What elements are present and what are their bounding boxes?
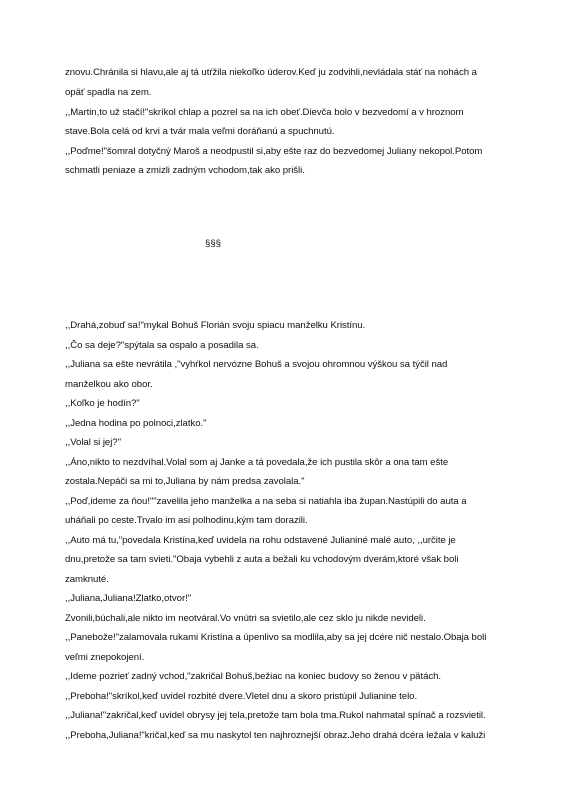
text-line: ,,Áno,nikto to nezdvíhal.Volal som aj Janke a tá povedala,že ich pustila skôr a ona tam ešte	[65, 457, 449, 468]
text-line: ,,Juliana sa ešte nevrátila ,"vyhŕkol nervózne Bohuš a svojou ohromnou výškou sa týčil nad	[65, 359, 448, 370]
text-line: ,,Drahá,zobuď sa!"mykal Bohuš Florián svoju spiacu manželku Kristínu.	[65, 320, 366, 331]
text-line: manželkou ako obor.	[65, 379, 153, 390]
text-line: opäť spadla na zem.	[65, 87, 152, 98]
text-line: ,,Koľko je hodín?"	[65, 398, 140, 409]
text-line: ,,Auto má tu,"povedala Kristína,keď uvidela na rohu odstavené Julianiné malé auto, ,,určite je	[65, 535, 456, 546]
text-line: schmatli peniaze a zmizli zadným vchodom,tak ako prišli.	[65, 165, 305, 176]
text-line: ,,Volal si jej?"	[65, 437, 121, 448]
section-separator: §§§	[205, 238, 222, 249]
text-line: ,,Poď,ideme za ňou!""zavelila jeho manželka a na seba si natiahla iba župan.Nastúpili do auta a	[65, 496, 467, 507]
text-line: uháňali po ceste.Trvalo im asi polhodinu,kým tam dorazili.	[65, 515, 308, 526]
text-line: ,,Juliana,Juliana!Zlatko,otvor!"	[65, 593, 192, 604]
text-line: ,,Čo sa deje?"spýtala sa ospalo a posadila sa.	[65, 340, 259, 351]
text-line: ,,Jedna hodina po polnoci,zlatko."	[65, 418, 207, 429]
text-line: ,,Poďme!"šomral dotyčný Maroš a neodpustil si,aby ešte raz do bezvedomej Juliany nekopol.Potom	[65, 146, 483, 157]
text-line: ,,Juliana!"zakričal,keď uvidel obrysy jej tela,pretože tam bola tma.Rukol nahmatal spínač a rozsvietil.	[65, 710, 486, 721]
text-line: ,,Preboha!"skríkol,keď uvidel rozbité dvere.Vletel dnu a skoro pristúpil Julianine telo.	[65, 691, 418, 702]
text-line: zamknuté.	[65, 574, 109, 585]
text-line: ,,Preboha,Juliana!"kričal,keď sa mu naskytol ten najhroznejší obraz.Jeho drahá dcéra ležala v kaluži	[65, 730, 486, 741]
text-line: znovu.Chránila si hlavu,ale aj tá utŕžila niekoľko úderov.Keď ju zodvihli,nevládala stáť na nohách a	[65, 67, 477, 78]
text-line: Zvonili,búchali,ale nikto im neotváral.Vo vnútri sa svietilo,ale cez sklo ju nikde nevideli.	[65, 613, 426, 624]
text-line: stave.Bola celá od krvi a tvár mala veľmi doráňanú a spuchnutú.	[65, 126, 335, 137]
text-line: ,,Martin,to už stačí!"skríkol chlap a pozrel sa na ich obeť.Dievča bolo v bezvedomí a v hroznom	[65, 107, 464, 118]
text-line: zostala.Nepáči sa mi to,Juliana by nám predsa zavolala."	[65, 476, 305, 487]
text-line: ,,Ideme pozrieť zadný vchod,"zakričal Bohuš,bežiac na koniec budovy so ženou v pätách.	[65, 671, 442, 682]
text-line: veľmi znepokojení.	[65, 652, 145, 663]
text-line: ,,Panebože!"zalamovala rukami Kristína a úpenlivo sa modlila,aby sa jej dcére nič nestalo.Obaja boli	[65, 632, 487, 643]
text-line: dnu,pretože sa tam svieti."Obaja vybehli z auta a bežali ku vchodovým dverám,ktoré však boli	[65, 554, 459, 565]
